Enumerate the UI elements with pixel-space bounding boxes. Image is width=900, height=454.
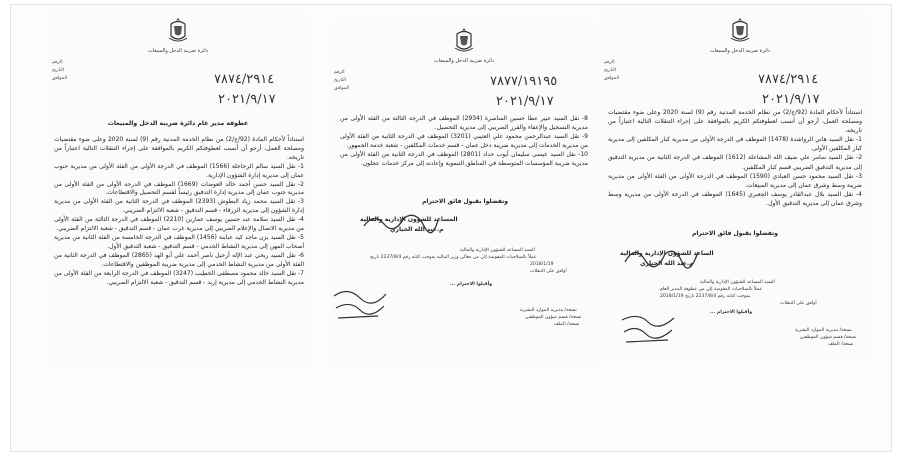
reference-number: ٧٨٧٤/٢٩١٤ bbox=[214, 72, 275, 87]
closing-respects: وأقبلوا الاحترام ... bbox=[710, 310, 753, 315]
paragraph: استناداً لأحكام المادة (92/ج/2) من نظام الخدمة المدنية رقم (9) لسنة 2020 وعلى ضوء مقتضيات ومصلحة العمل، أرجو أن أنسب لعطوفتكم الكريم بالموافقة على إجراء التنقلات التالية اعتباراً من تاريخه. bbox=[54, 136, 304, 161]
org-header: دائرة ضريبة الدخل والمبيعات bbox=[709, 48, 771, 54]
meta-label-date: التاريخ bbox=[334, 78, 346, 83]
letter-page-1 bbox=[600, 10, 870, 360]
signatory-name: م.عبد الله الحياري bbox=[390, 226, 444, 233]
meta-label-date: التاريخ bbox=[604, 68, 616, 73]
signature-mark bbox=[618, 310, 678, 350]
approval-line: بموجب كتابه رقم 2237/8/4 تاريخ 2018/1/19 bbox=[660, 294, 751, 299]
org-header: دائرة ضريبة الدخل والمبيعات bbox=[433, 58, 495, 64]
jordan-coat-of-arms-icon bbox=[452, 26, 476, 56]
meta-label-number: الرقم bbox=[52, 60, 63, 65]
paragraph: 7- نقل السيد خالد محمود مصطفى الخطيب (3247) الموظف في الدرجة الرابعة من الفئة الأولى من مديرية النشاط الخدمي إلى مديرية إربد - قسم التدقيق - شعبة الالتزام الضريبي. bbox=[54, 269, 304, 286]
paragraph: 4- نقل السيد سلامة عبد حسين يوسف عمارين (2210) الموظف في الدرجة الثالثة من الفئة الأولى من مديرية الاتصال والإعلام الضريبي إلى مديرية غرب عمان - قسم التدقيق - شعبة الالتزام الضريبي. bbox=[54, 216, 304, 233]
reference-date: ٢٠٢١/٩/١٧ bbox=[496, 94, 554, 109]
signature-mark bbox=[620, 242, 700, 272]
meta-label-hijri: الموافق bbox=[604, 76, 620, 81]
letter-addressee: عطوفة مدير عام دائرة ضريبة الدخل والمبيعات bbox=[107, 120, 249, 127]
approval-line: أوافق على التنقلات bbox=[780, 301, 817, 306]
cc-line: نسخة/ الملف bbox=[554, 322, 580, 327]
org-header: دائرة ضريبة الدخل والمبيعات bbox=[147, 48, 209, 54]
jordan-coat-of-arms-icon bbox=[166, 16, 190, 46]
paragraph: 8- نقل السيد عبير عطا حسين المناصرة (2934) الموظف في الدرجة الثالثة من الفئة الأولى من مديرية التسجيل والإعفاء والفرز الضريبي إلى مديرية التحصيل. bbox=[340, 115, 588, 132]
meta-label-number: الرقم bbox=[604, 60, 615, 65]
jordan-coat-of-arms-icon bbox=[728, 16, 752, 46]
signature-mark bbox=[360, 208, 440, 238]
closing-line: وتفضلوا بقبول فائق الاحترام bbox=[421, 198, 509, 205]
letter-body bbox=[54, 136, 304, 287]
paragraph: 5- نقل السيد يزن ماجد كيد عبابنة (1456) الموظف في الدرجة الخامسة من الفئة الثانية من مديرية أصحاب المهن إلى مديرية النشاط الخدمي - قسم التدقيق - شعبة التدقيق الأول. bbox=[54, 233, 304, 250]
paragraph: 3- نقل السيد محمد زياد البطوش (2393) الموظف في الدرجة الثانية من الفئة الأولى من مديرية إدارة الشؤون إلى مديرية الزرقاء - قسم التدقيق - شعبة الالتزام الضريبي. bbox=[54, 198, 304, 215]
meta-label-number: الرقم bbox=[334, 70, 345, 75]
cc-line: نسخة/ مديرية الموارد البشرية bbox=[795, 328, 852, 333]
reference-number: ٧٨٧٤/٢٩١٤ bbox=[758, 72, 819, 87]
reference-date: ٢٠٢١/٩/١٧ bbox=[218, 92, 276, 107]
cc-line: نسخة/ قسم شؤون الموظفين bbox=[525, 315, 582, 320]
approval-line: عملاً بالصلاحيات المفوضة إلي من عطوفة المدير العام bbox=[660, 287, 763, 292]
paragraph: 2- نقل السيد سامر علي ضيف الله المشاعلة (1612) الموظف في الدرجة الثانية من مديرية التدقيق إلى مديرية التدقيق الضريبي قسم كبار المكلفين. bbox=[608, 154, 863, 171]
meta-label-hijri: الموافق bbox=[52, 76, 68, 81]
signatory-title: الساعد للشؤون الإدارية والمالية bbox=[620, 250, 714, 257]
cc-line: نسخة/ الملف bbox=[828, 342, 854, 347]
closing-respects: وأقبلوا الاحترام ... bbox=[450, 282, 493, 287]
signature-mark bbox=[330, 284, 390, 324]
paragraph: استناداً لأحكام المادة (92/ج/2) من نظام الخدمة المدنية رقم (9) لسنة 2020 وعلى ضوء مقتضيات ومصلحة العمل، أرجو أن أنسب لعطوفتكم الكريم بالموافقة على إجراء التنقلات التالية اعتباراً من تاريخه. bbox=[608, 109, 862, 135]
paragraph: 10- نقل السيد عيسى سليمان أيوب حداد (2801) الموظف في الدرجة الثانية من الفئة الأولى من مديرية ضريبة المؤسسات المتوسطة في المناطق التنموية وإعادته إلى مركز خدمات عجلون. bbox=[340, 151, 588, 168]
paragraph: 2- نقل السيد حسن أحمد خالد العوضات (1669) الموظف في الدرجة الأولى من الفئة الأولى من مديرية جنوب عمان إلى مديرية إدارة التدقيق رئيساً لقسم التحصيل والاقتطاعات. bbox=[54, 180, 304, 197]
approval-line: أوافق على التنقلات bbox=[530, 269, 567, 274]
closing-line: وتفضلوا بقبول فائق الاحترام bbox=[691, 230, 779, 237]
paragraph: 6- نقل السيد ربحي عبد الإله أرحيل ناصر أحمد علي أبو الهد (2865) الموظف في الدرجة الثانية من الفئة الأولى من مديرية النشاط الخدمي إلى مديرية ضريبة الموظفين والاقتطاعات. bbox=[54, 251, 304, 268]
paragraph: 4- نقل السيد بلال عبدالقادر يوسف الجعبري (1645) الموظف في الدرجة الأولى من مديرية وسط وشرق عمان إلى مديرية التدقيق الأول. bbox=[608, 190, 862, 207]
reference-number: ٧٨٧٧/١٩١٩٥ bbox=[490, 74, 558, 89]
approval-line: السيد المساعد للشؤون الإدارية والمالية bbox=[460, 248, 535, 253]
letter-body bbox=[340, 114, 588, 169]
paragraph: 9- نقل السيد عبدالرحمن محمود علي العتيبي (3201) الموظف في الدرجة الثانية من الفئة الأولى من مديرية الخدمات إلى مديرية ضريبة دخل عمان - قسم خدمات المكلفين - شعبة خدمة الجمهور. bbox=[340, 133, 588, 150]
cc-line: نسخة/ قسم شؤون الموظفين bbox=[800, 335, 857, 340]
approval-line: السيد المساعد للشؤون الإدارية والمالية bbox=[700, 280, 775, 285]
signatory-name: م.عبد الله الحياري bbox=[640, 260, 694, 267]
paragraph: 1- نقل السيد هاني الرواشدة (1478) الموظف في الدرجة الأولى من مديرية كبار المكلفين إلى مديرية كبار المكلفين الأولى. bbox=[608, 136, 862, 153]
meta-label-date: التاريخ bbox=[52, 68, 64, 73]
approval-line: 2018/1/19 bbox=[530, 262, 554, 267]
paragraph: 1- نقل السيد سالم الرحاحلة (1566) الموظف في الدرجة الأولى من الفئة الأولى من مديرية جنوب عمان إلى مديرية إدارة الشؤون الإدارية. bbox=[54, 162, 304, 179]
signatory-title: المساعد للشؤون الإدارية والمالية bbox=[360, 216, 458, 223]
cc-line: نسخة/ مديرية الموارد البشرية bbox=[520, 308, 577, 313]
letter-page-3 bbox=[48, 10, 310, 370]
meta-label-hijri: الموافق bbox=[334, 86, 350, 91]
letter-body bbox=[608, 108, 862, 208]
approval-line: عملاً بالصلاحيات المفوضة إلي من معالي وزير المالية بموجب كتابه رقم 2237/8/4 تاريخ bbox=[370, 255, 537, 260]
reference-date: ٢٠٢١/٩/١٧ bbox=[762, 92, 820, 107]
letter-page-2 bbox=[330, 18, 598, 368]
paragraph: 3- نقل السيد محمود حسن العبادي (1590) الموظف في الدرجة الأولى من الفئة الأولى من مديرية ضريبة وسط وشرق عمان إلى مديرية المبيعات. bbox=[608, 172, 863, 189]
